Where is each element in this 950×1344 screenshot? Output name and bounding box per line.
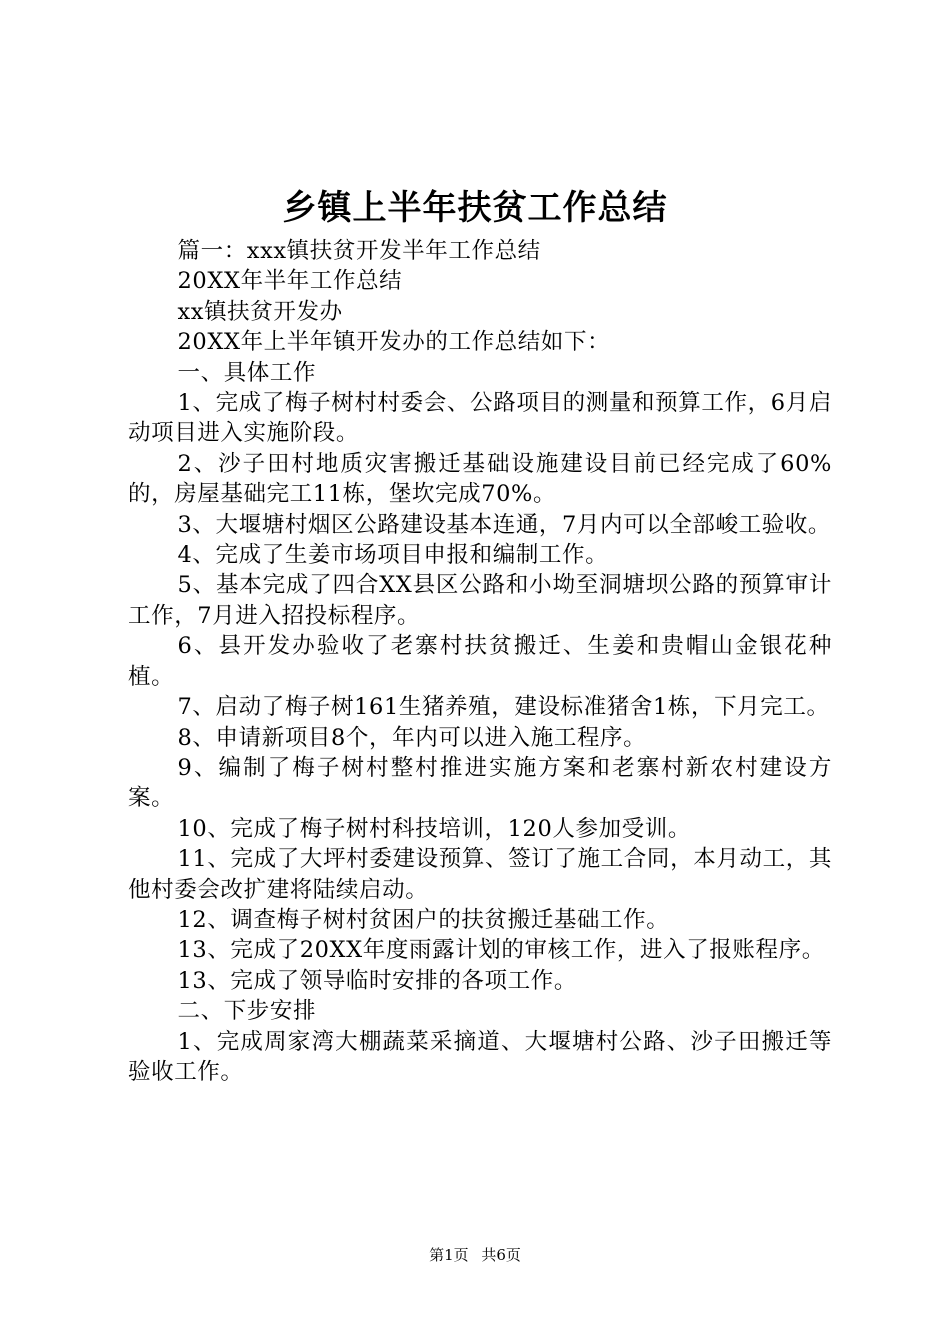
paragraph: 13、完成了20XX年度雨露计划的审核工作，进入了报账程序。 [177, 937, 825, 964]
page-footer [0, 1245, 950, 1265]
paragraph: 4、完成了生姜市场项目申报和编制工作。 [177, 542, 609, 569]
paragraph: 2、沙子田村地质灾害搬迁基础设施建设目前已经完成了60%的，房屋基础完工11栋，堡坎完成70%。 [128, 450, 832, 508]
paragraph: 7、启动了梅子树161生猪养殖，建设标准猪舍1栋，下月完工。 [177, 694, 830, 721]
paragraph: 1、完成周家湾大棚蔬菜采摘道、大堰塘村公路、沙子田搬迁等验收工作。 [128, 1028, 832, 1085]
document-body [128, 236, 832, 1087]
paragraph: xx镇扶贫开发办 [177, 298, 343, 325]
paragraph: 9、编制了梅子树村整村推进实施方案和老寨村新农村建设方案。 [128, 754, 832, 812]
document-title: 乡镇上半年扶贫工作总结 [282, 188, 668, 228]
paragraph: 20XX年半年工作总结 [177, 268, 403, 295]
paragraph: 10、完成了梅子树村科技培训，120人参加受训。 [177, 815, 691, 842]
section-heading: 二、下步安排 [177, 998, 317, 1025]
paragraph: 6、县开发办验收了老寨村扶贫搬迁、生姜和贵帽山金银花种植。 [128, 633, 832, 690]
paragraph: 13、完成了领导临时安排的各项工作。 [177, 967, 577, 994]
paragraph: 12、调查梅子树村贫困户的扶贫搬迁基础工作。 [177, 906, 670, 933]
page-number: 第1页 [429, 1246, 469, 1264]
paragraph: 篇一：xxx镇扶贫开发半年工作总结 [177, 238, 541, 264]
paragraph: 1、完成了梅子树村村委会、公路项目的测量和预算工作，6月启动项目进入实施阶段。 [128, 390, 832, 447]
paragraph: 20XX年上半年镇开发办的工作总结如下： [177, 329, 611, 356]
paragraph: 11、完成了大坪村委建设预算、签订了施工合同，本月动工，其他村委会改扩建将陆续启动。 [128, 846, 832, 903]
page-total: 共6页 [481, 1246, 521, 1264]
section-heading: 一、具体工作 [177, 359, 317, 386]
paragraph: 5、基本完成了四合XX县区公路和小坳至洞塘坝公路的预算审计工作，7月进入招投标程序。 [128, 572, 832, 629]
paragraph: 8、申请新项目8个，年内可以进入施工程序。 [177, 724, 647, 751]
paragraph: 3、大堰塘村烟区公路建设基本连通，7月内可以全部峻工验收。 [177, 511, 832, 538]
